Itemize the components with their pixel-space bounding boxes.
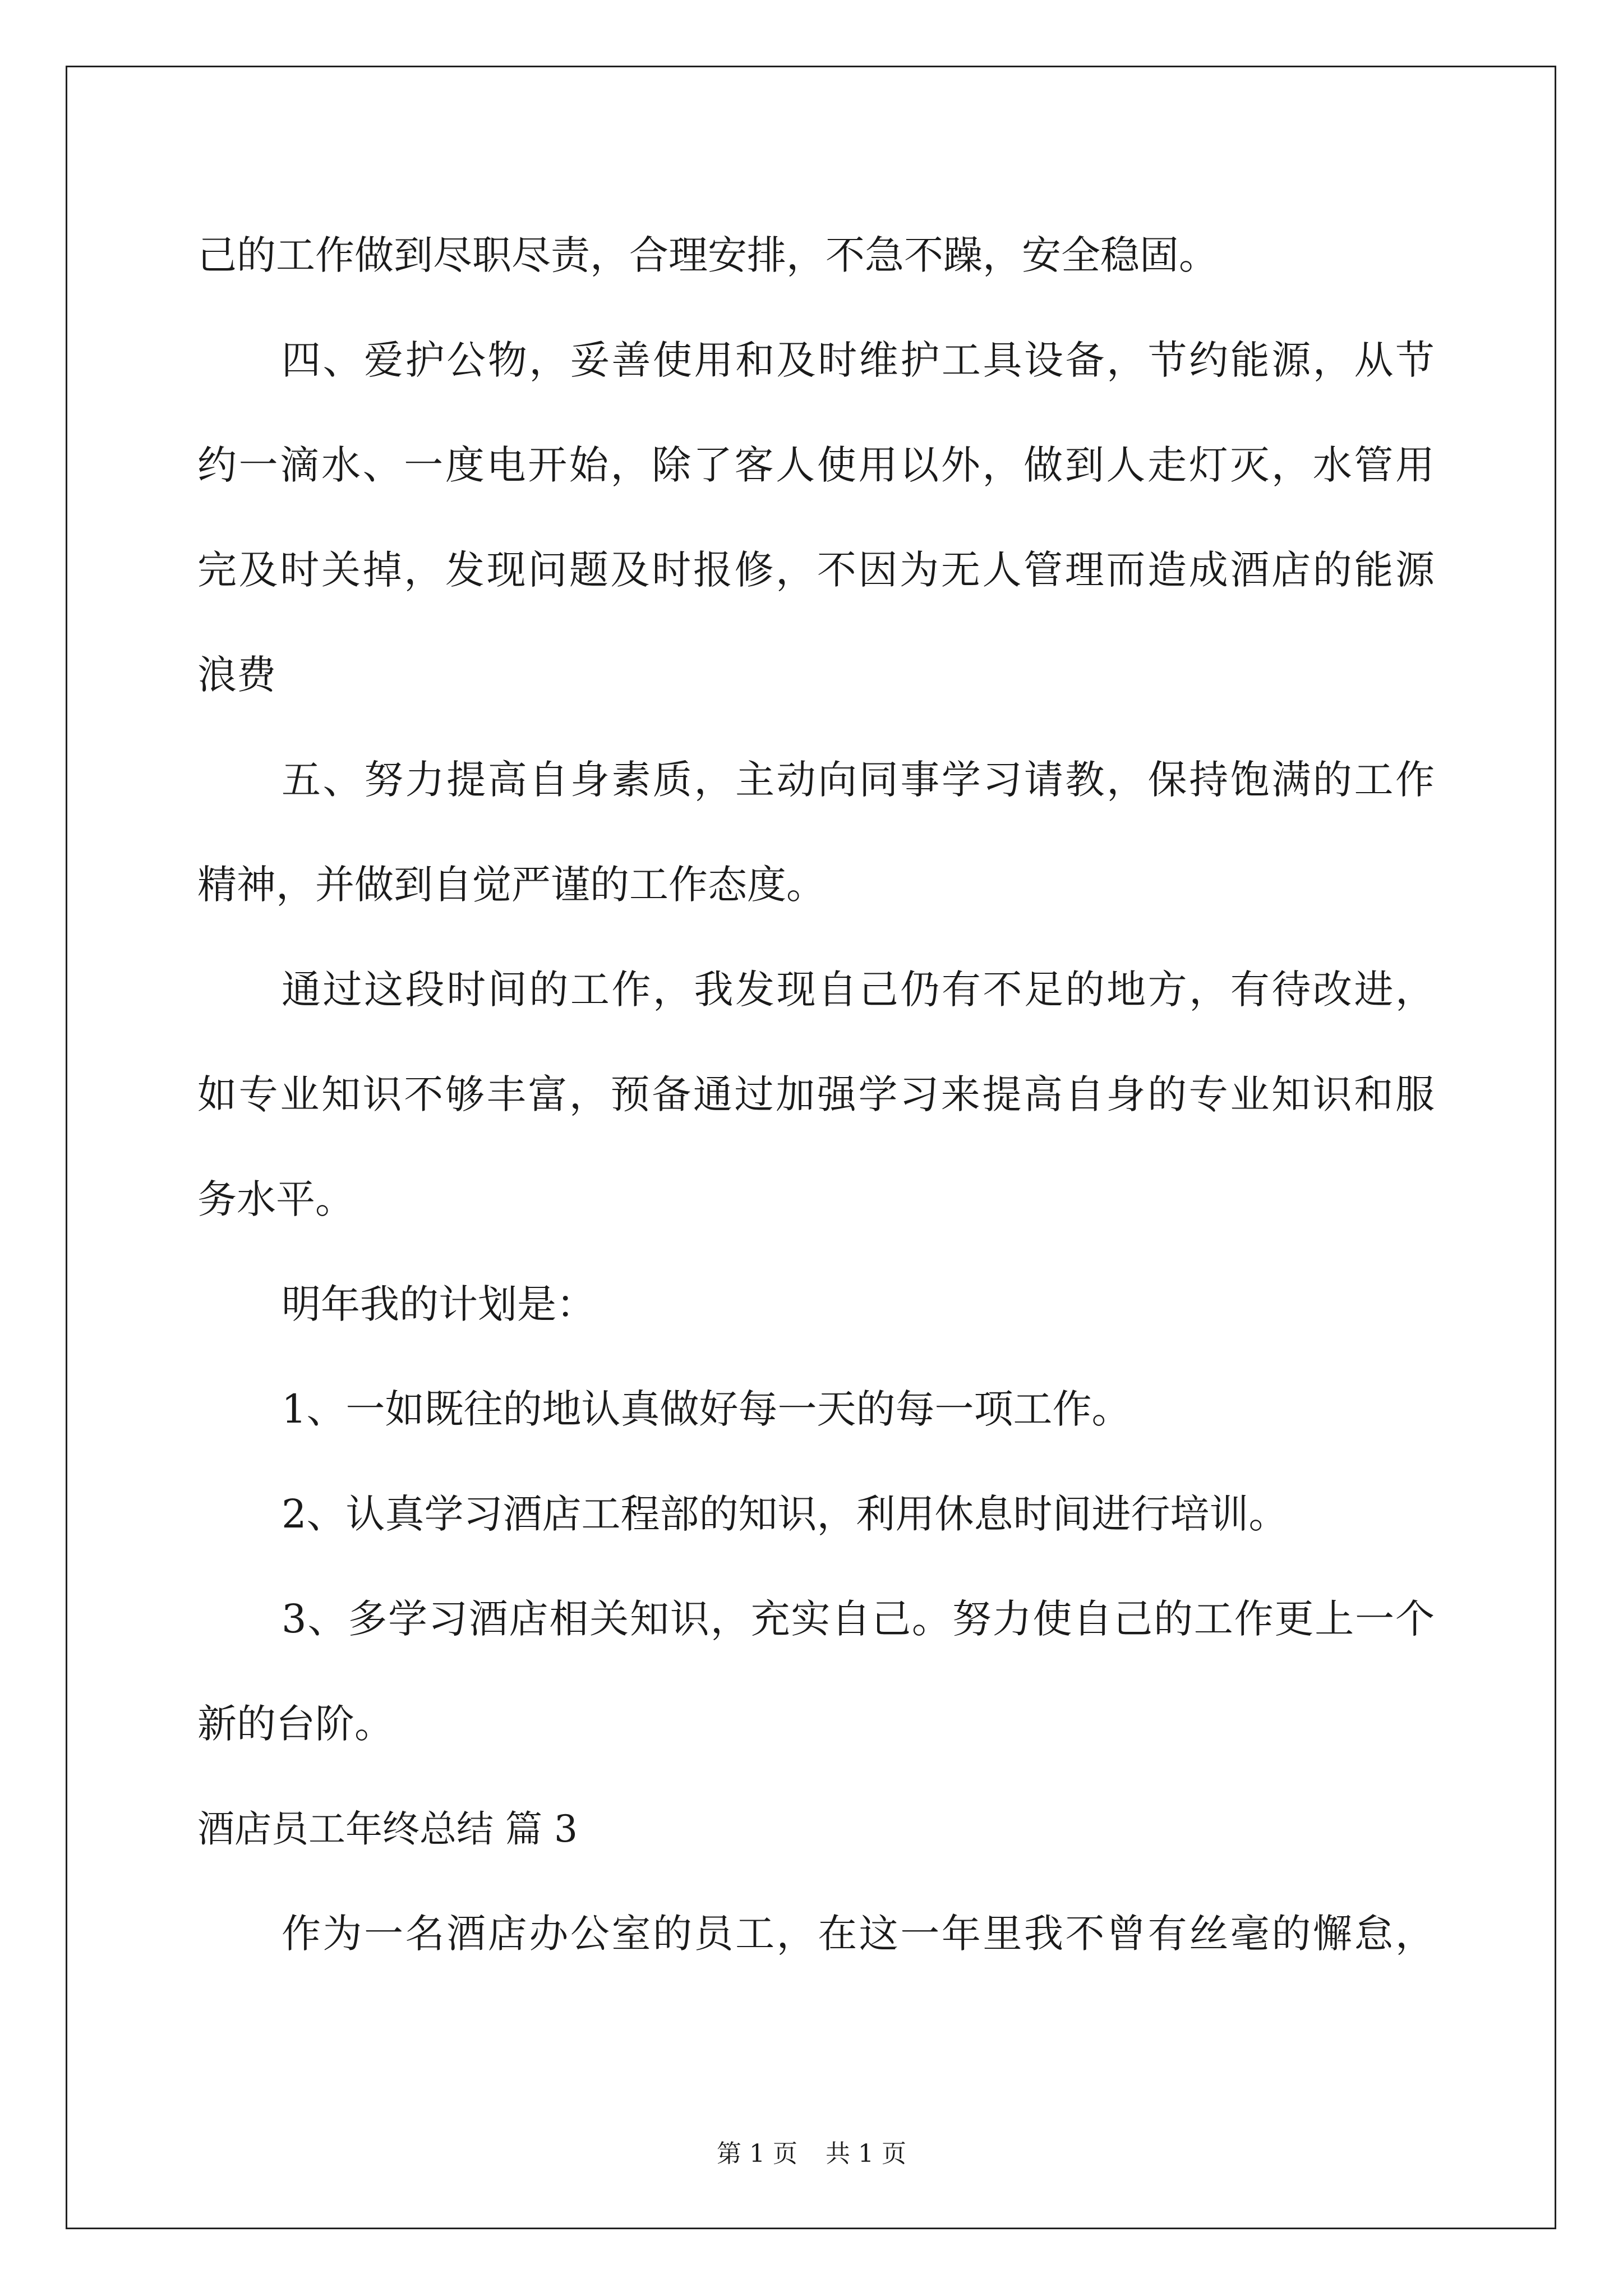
page-number: 第 1 页 bbox=[717, 2139, 797, 2168]
document-body bbox=[197, 203, 1435, 1986]
paragraph-line: 明年我的计划是： bbox=[282, 1281, 596, 1327]
section-heading: 酒店员工年终总结 篇 3 bbox=[197, 1807, 578, 1851]
paragraph-line: 五、努力提高自身素质，主动向同事学习请教，保持饱满的工作 bbox=[282, 757, 1435, 803]
paragraph-line: 作为一名酒店办公室的员工，在这一年里我不曾有丝毫的懈怠， bbox=[282, 1911, 1435, 1957]
paragraph-line: 通过这段时间的工作，我发现自己仍有不足的地方，有待改进， bbox=[282, 967, 1435, 1013]
list-item: 1、一如既往的地认真做好每一天的每一项工作。 bbox=[282, 1386, 1131, 1432]
paragraph-line: 四、爱护公物，妥善使用和及时维护工具设备，节约能源，从节 bbox=[282, 337, 1435, 383]
paragraph-line: 如专业知识不够丰富，预备通过加强学习来提高自身的专业知识和服 bbox=[197, 1071, 1435, 1117]
page-total: 共 1 页 bbox=[826, 2139, 906, 2168]
list-item: 3、多学习酒店相关知识，充实自己。努力使自己的工作更上一个 bbox=[282, 1596, 1435, 1642]
paragraph-line: 浪费 bbox=[197, 652, 276, 698]
paragraph-line: 务水平。 bbox=[197, 1176, 354, 1222]
list-item: 2、认真学习酒店工程部的知识，利用休息时间进行培训。 bbox=[282, 1491, 1288, 1537]
paragraph-line: 精神，并做到自觉严谨的工作态度。 bbox=[197, 862, 826, 908]
paragraph-line: 约一滴水、一度电开始，除了客人使用以外，做到人走灯灭，水管用 bbox=[197, 442, 1435, 488]
list-item: 新的台阶。 bbox=[197, 1701, 394, 1747]
paragraph-line: 完及时关掉，发现问题及时报修，不因为无人管理而造成酒店的能源 bbox=[197, 547, 1435, 593]
paragraph-line: 己的工作做到尽职尽责，合理安排，不急不躁，安全稳固。 bbox=[197, 232, 1218, 278]
page-footer bbox=[0, 2137, 1623, 2171]
